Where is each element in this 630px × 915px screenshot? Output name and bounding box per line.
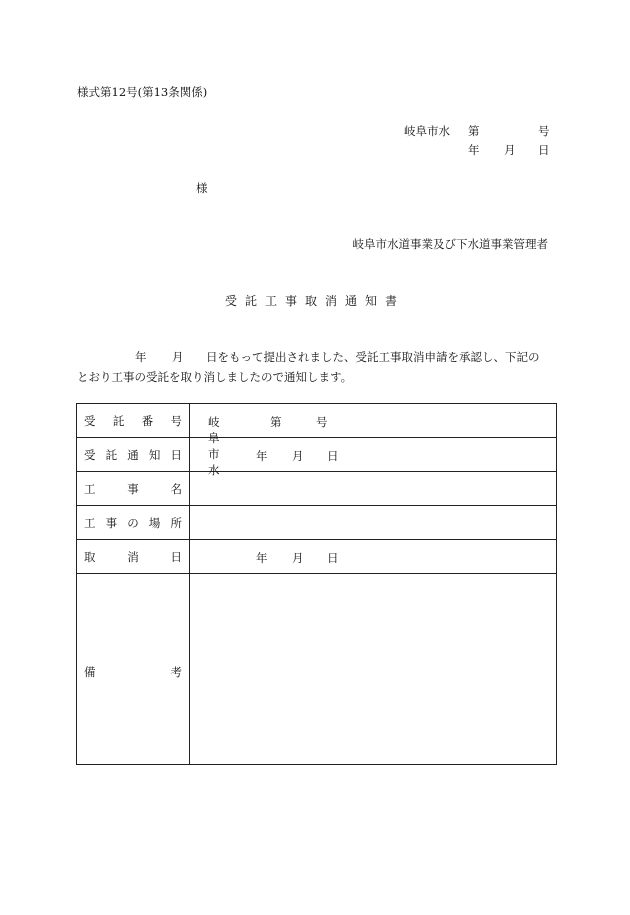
label-char: 取: [84, 549, 96, 564]
table-row: [77, 506, 557, 540]
label-char: 考: [170, 665, 182, 679]
label-char: 日: [170, 447, 182, 462]
body-month: 月: [172, 350, 184, 364]
label-char: の: [127, 515, 139, 530]
value-month: 月: [292, 551, 304, 565]
table-row: [77, 404, 557, 438]
reference-prefix: 岐阜市水: [404, 124, 450, 138]
label-char: 備: [84, 665, 96, 679]
value-go: 号: [316, 415, 328, 429]
value-day: 日: [327, 449, 339, 463]
label-work-name: [77, 472, 190, 506]
document-title: 受託工事取消通知書: [224, 294, 405, 308]
value-work-location[interactable]: [190, 506, 557, 540]
label-char: 日: [170, 549, 182, 564]
label-char: 番: [141, 413, 154, 428]
body-year: 年: [135, 350, 147, 364]
label-char: 消: [127, 549, 139, 564]
value-work-name[interactable]: [190, 472, 557, 506]
reference-dai: 第: [468, 124, 480, 138]
label-char: 名: [170, 481, 182, 496]
body-line-2: とおり工事の受託を取り消しましたので通知します。: [77, 370, 353, 384]
label-char: 知: [148, 447, 161, 462]
value-year: 年: [256, 449, 268, 463]
label-char: 受: [84, 413, 96, 428]
value-day: 日: [327, 551, 339, 565]
label-char: 工: [84, 481, 96, 496]
table-row: [77, 438, 557, 472]
table-row: [77, 540, 557, 574]
label-char: 場: [148, 515, 161, 530]
label-char: 所: [170, 515, 182, 530]
addressee-suffix: 様: [196, 181, 208, 195]
reference-go: 号: [538, 124, 550, 138]
label-char: 通: [127, 447, 139, 462]
details-table: [76, 403, 557, 765]
issue-date-month: 月: [504, 143, 516, 157]
table-row: [77, 574, 557, 765]
issuer-name: 岐阜市水道事業及び下水道事業管理者: [352, 237, 548, 251]
value-month: 月: [292, 449, 304, 463]
issue-date-year: 年: [468, 143, 480, 157]
value-receipt-number: [190, 404, 557, 477]
label-char: 託: [105, 447, 118, 462]
value-remarks[interactable]: [190, 574, 557, 765]
label-char: 工: [84, 515, 96, 530]
label-cancel-date: [77, 540, 190, 574]
table-row: [77, 472, 557, 506]
label-char: 号: [170, 413, 182, 428]
label-work-location: [77, 506, 190, 540]
body-line-1-text: 日をもって提出されました、受託工事取消申請を承認し、下記の: [206, 350, 540, 364]
label-notice-date: [77, 438, 190, 472]
issue-date-day: 日: [538, 143, 550, 157]
label-char: 事: [127, 481, 139, 496]
value-year: 年: [256, 551, 268, 565]
value-notice-date: [190, 438, 557, 472]
label-remarks: [77, 574, 190, 765]
label-char: 受: [84, 447, 96, 462]
label-receipt-number: [77, 404, 190, 438]
value-cancel-date: [190, 540, 557, 574]
value-dai: 第: [270, 415, 282, 429]
value-prefix: 岐阜市水: [208, 415, 220, 477]
label-char: 託: [112, 413, 125, 428]
label-char: 事: [105, 515, 118, 530]
form-number: 様式第12号(第13条関係): [77, 85, 208, 99]
